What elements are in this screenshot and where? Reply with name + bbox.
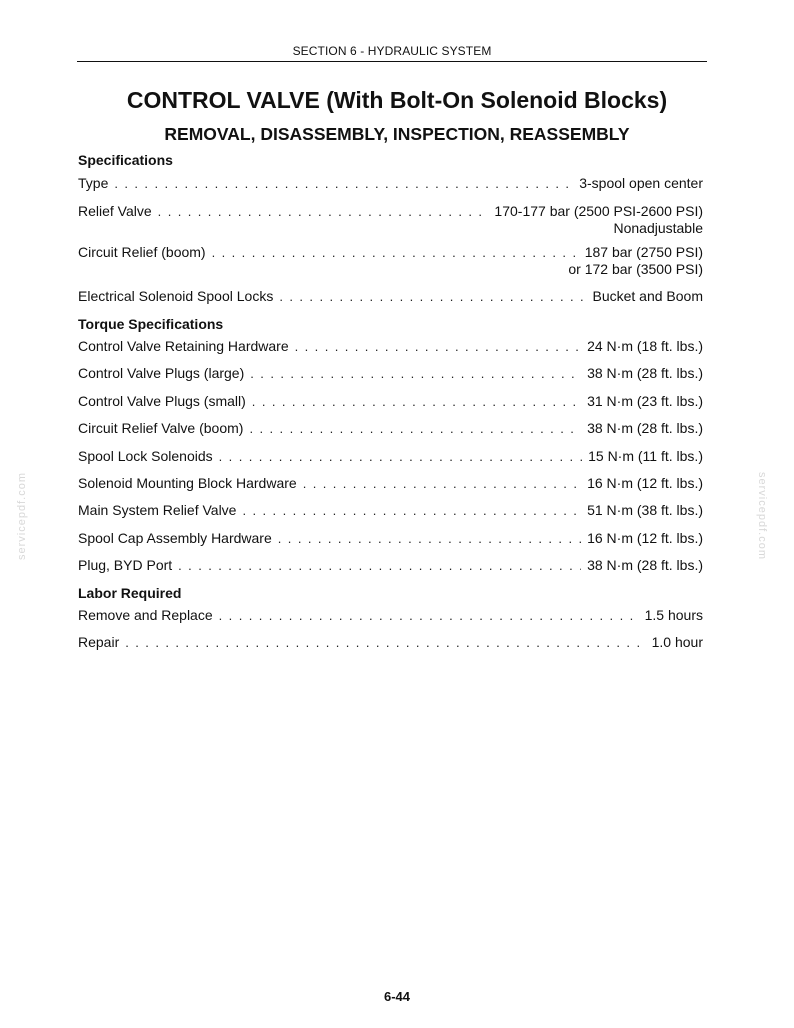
spec-value: Bucket and Boom xyxy=(592,288,703,304)
page-subtitle: REMOVAL, DISASSEMBLY, INSPECTION, REASSEMBLY xyxy=(164,124,630,144)
spec-value: 38 N·m (28 ft. lbs.) xyxy=(587,365,703,381)
spec-value: 1.5 hours xyxy=(644,607,703,623)
dot-leader xyxy=(178,557,581,574)
spec-label: Relief Valve xyxy=(78,203,152,219)
labor-row xyxy=(78,607,703,624)
spec-value: 170-177 bar (2500 PSI-2600 PSI) xyxy=(494,203,703,219)
dot-leader xyxy=(252,393,581,410)
dot-leader xyxy=(278,530,581,547)
spec-label: Type xyxy=(78,175,109,191)
torque-row xyxy=(78,420,703,437)
spec-row-circuit-relief xyxy=(78,244,703,278)
spec-value: 38 N·m (28 ft. lbs.) xyxy=(587,420,703,436)
dot-leader xyxy=(249,420,581,437)
spec-value: 15 N·m (11 ft. lbs.) xyxy=(588,448,703,464)
spec-label: Control Valve Plugs (small) xyxy=(78,393,246,409)
spec-label: Circuit Relief Valve (boom) xyxy=(78,420,244,436)
spec-label: Spool Lock Solenoids xyxy=(78,448,213,464)
dot-leader xyxy=(212,244,579,261)
spec-label: Repair xyxy=(78,634,120,650)
spec-label: Solenoid Mounting Block Hardware xyxy=(78,475,297,491)
spec-row-relief-valve xyxy=(78,203,703,237)
torque-row xyxy=(78,557,703,574)
dot-leader xyxy=(279,288,586,305)
spec-value-secondary: Nonadjustable xyxy=(613,220,703,236)
spec-row-spool-locks xyxy=(78,288,703,305)
spec-label: Electrical Solenoid Spool Locks xyxy=(78,288,274,304)
header-rule xyxy=(77,61,707,62)
spec-value: 3-spool open center xyxy=(579,175,703,191)
spec-label: Control Valve Plugs (large) xyxy=(78,365,245,381)
spec-value: 16 N·m (12 ft. lbs.) xyxy=(587,475,703,491)
spec-value: 16 N·m (12 ft. lbs.) xyxy=(587,530,703,546)
page-number: 6-44 xyxy=(383,989,411,1004)
torque-row xyxy=(78,530,703,547)
watermark-right: servicepdf.com xyxy=(755,472,768,560)
specifications-heading: Specifications xyxy=(78,152,173,168)
labor-heading: Labor Required xyxy=(78,585,182,601)
page-header: SECTION 6 - HYDRAULIC SYSTEM xyxy=(292,44,492,58)
spec-row-type xyxy=(78,175,703,192)
dot-leader xyxy=(158,203,489,220)
watermark-left: servicepdf.com xyxy=(15,472,28,560)
spec-label: Control Valve Retaining Hardware xyxy=(78,338,289,354)
spec-label: Remove and Replace xyxy=(78,607,213,623)
spec-value: 31 N·m (23 ft. lbs.) xyxy=(587,393,703,409)
dot-leader xyxy=(125,634,645,651)
dot-leader xyxy=(295,338,581,355)
torque-row xyxy=(78,365,703,382)
spec-value-secondary: or 172 bar (3500 PSI) xyxy=(568,261,703,277)
spec-value: 187 bar (2750 PSI) xyxy=(584,244,703,260)
spec-label: Main System Relief Valve xyxy=(78,502,237,518)
torque-row xyxy=(78,338,703,355)
dot-leader xyxy=(114,175,573,192)
torque-row xyxy=(78,393,703,410)
torque-row xyxy=(78,448,703,465)
dot-leader xyxy=(250,365,581,382)
torque-row xyxy=(78,475,703,492)
torque-row xyxy=(78,502,703,519)
spec-value: 38 N·m (28 ft. lbs.) xyxy=(587,557,703,573)
dot-leader xyxy=(242,502,581,519)
torque-heading: Torque Specifications xyxy=(78,316,224,332)
page-title: CONTROL VALVE (With Bolt-On Solenoid Blocks) xyxy=(126,87,668,113)
spec-value: 24 N·m (18 ft. lbs.) xyxy=(587,338,703,354)
spec-label: Circuit Relief (boom) xyxy=(78,244,206,260)
dot-leader xyxy=(303,475,581,492)
spec-value: 51 N·m (38 ft. lbs.) xyxy=(587,502,703,518)
spec-label: Plug, BYD Port xyxy=(78,557,173,573)
dot-leader xyxy=(219,448,582,465)
spec-value: 1.0 hour xyxy=(651,634,703,650)
dot-leader xyxy=(219,607,639,624)
labor-row xyxy=(78,634,703,651)
spec-label: Spool Cap Assembly Hardware xyxy=(78,530,272,546)
